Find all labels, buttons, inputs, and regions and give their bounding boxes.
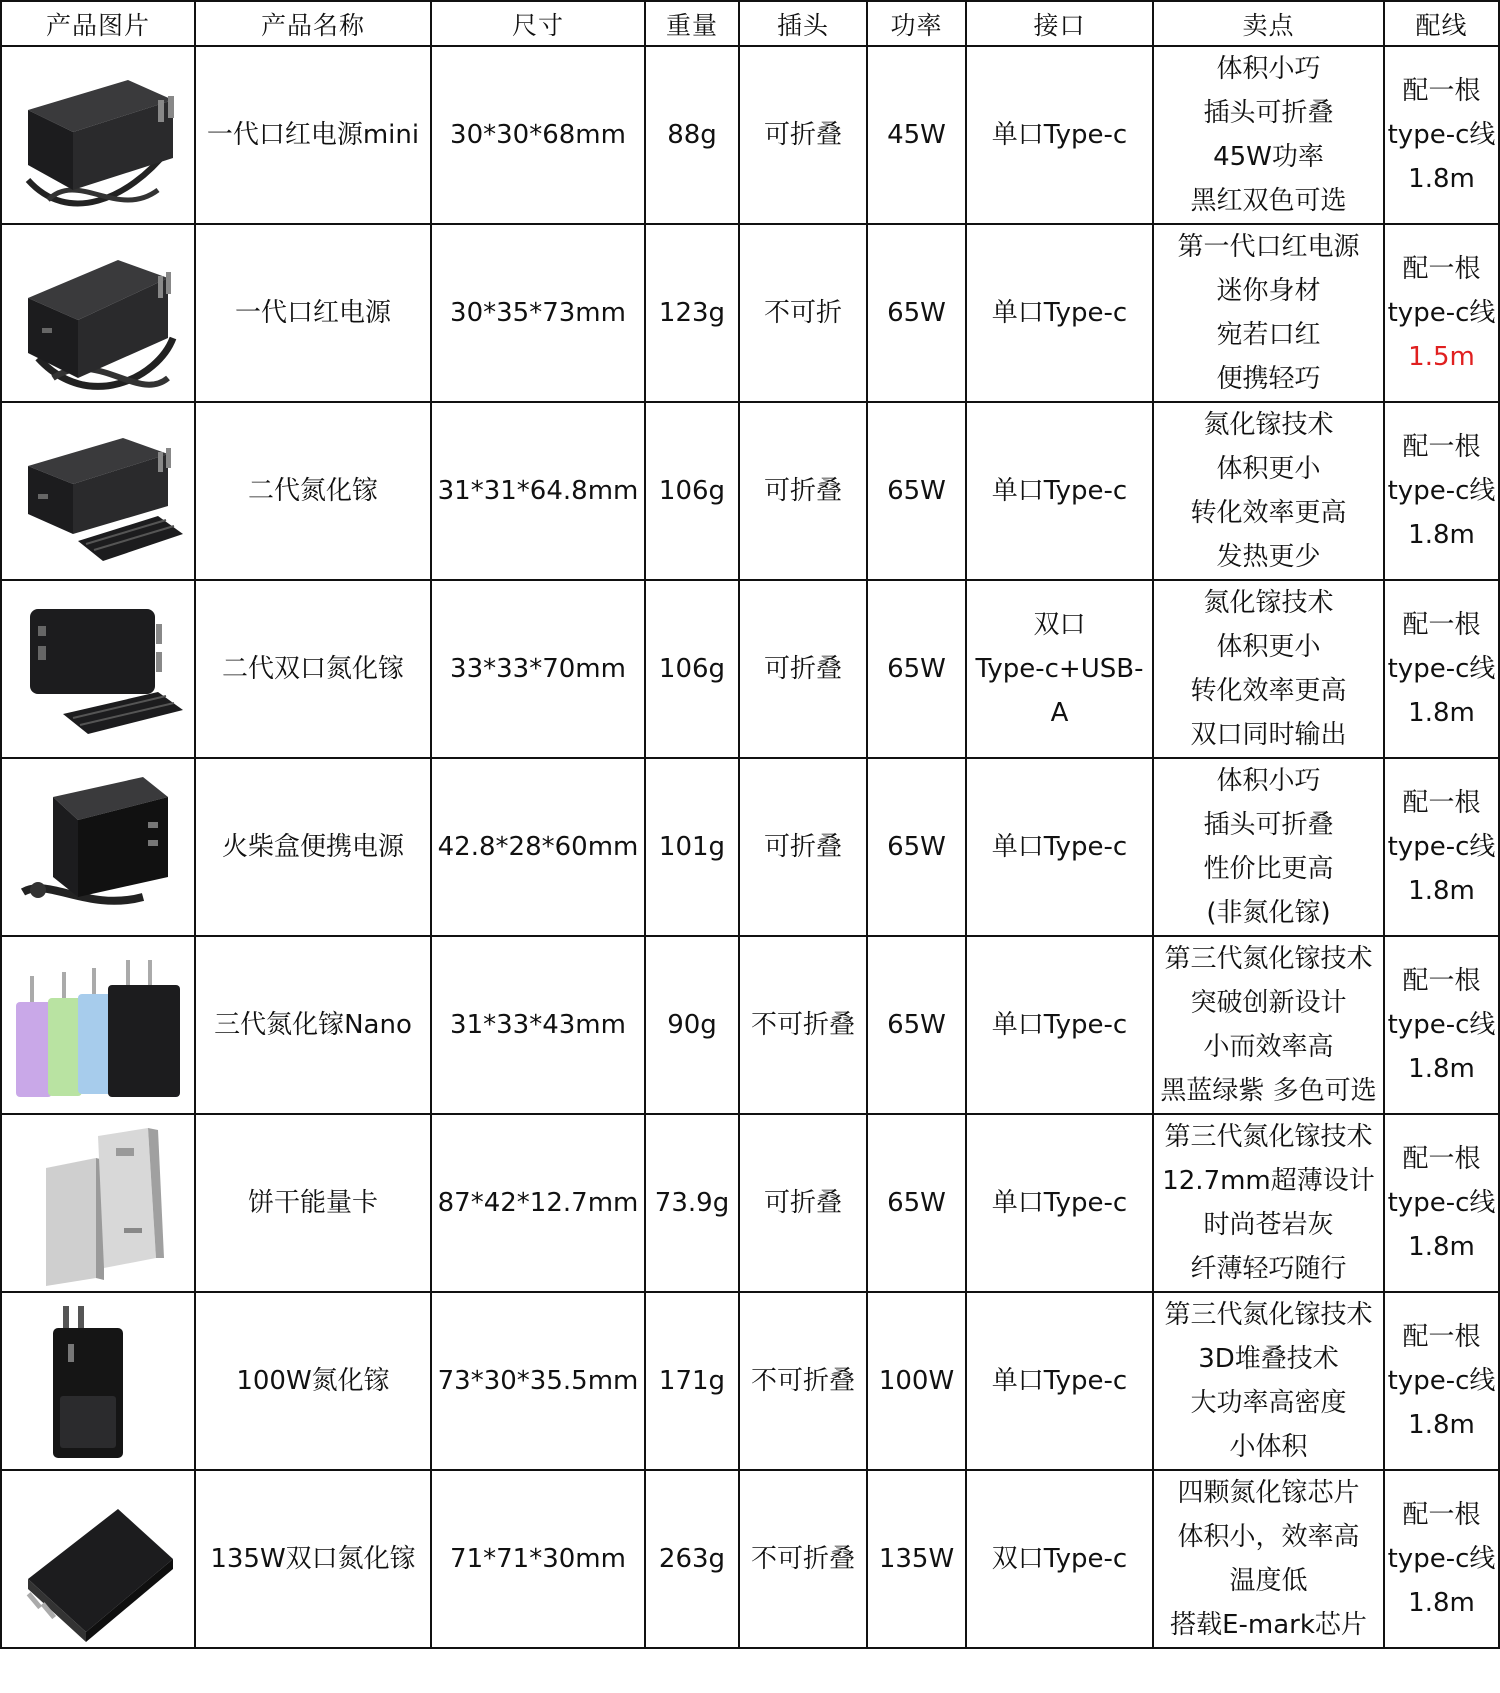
table-header bbox=[1, 1, 1499, 46]
product-power: 65W bbox=[867, 402, 966, 580]
product-features bbox=[1153, 1114, 1384, 1292]
product-image-cell bbox=[1, 580, 195, 758]
product-size: 31*33*43mm bbox=[431, 936, 645, 1114]
product-features-line: 第一代口红电源 bbox=[1177, 232, 1360, 262]
product-image bbox=[8, 50, 188, 220]
product-port-line: A bbox=[1050, 698, 1069, 728]
product-features-line: 四颗氮化镓芯片 bbox=[1177, 1478, 1360, 1508]
product-features-line: 体积小，效率高 bbox=[1177, 1522, 1360, 1552]
product-weight: 101g bbox=[645, 758, 739, 936]
product-cable-line: type-c线 bbox=[1387, 654, 1496, 684]
product-power: 65W bbox=[867, 1114, 966, 1292]
product-port-line: 单口Type-c bbox=[991, 832, 1128, 862]
product-features-line: 搭载E-mark芯片 bbox=[1170, 1610, 1367, 1640]
product-name: 100W氮化镓 bbox=[195, 1292, 431, 1470]
product-weight: 73.9g bbox=[645, 1114, 739, 1292]
product-weight: 106g bbox=[645, 402, 739, 580]
product-port-line: 双口 bbox=[1033, 610, 1086, 640]
table-body bbox=[1, 46, 1499, 1648]
product-cable-line: type-c线 bbox=[1387, 1010, 1496, 1040]
product-cable bbox=[1384, 1292, 1499, 1470]
product-cable-line: 配一根 bbox=[1402, 788, 1481, 818]
product-features-line: 体积更小 bbox=[1216, 454, 1321, 484]
product-cable bbox=[1384, 402, 1499, 580]
product-port-line: 单口Type-c bbox=[991, 1366, 1128, 1396]
product-port-line: 单口Type-c bbox=[991, 1010, 1128, 1040]
product-features-line: 黑蓝绿紫 多色可选 bbox=[1160, 1076, 1377, 1106]
product-features-line: 小而效率高 bbox=[1203, 1032, 1334, 1062]
product-name: 135W双口氮化镓 bbox=[195, 1470, 431, 1648]
table-row bbox=[1, 936, 1499, 1114]
table-row bbox=[1, 46, 1499, 224]
product-size: 42.8*28*60mm bbox=[431, 758, 645, 936]
product-cable-line: 1.8m bbox=[1408, 1588, 1475, 1618]
product-features-line: 插头可折叠 bbox=[1203, 98, 1334, 128]
product-features-line: 大功率高密度 bbox=[1190, 1388, 1347, 1418]
product-image bbox=[8, 228, 188, 398]
product-features bbox=[1153, 1292, 1384, 1470]
product-features-line: 宛若口红 bbox=[1216, 320, 1321, 350]
product-plug: 不可折叠 bbox=[739, 1292, 867, 1470]
header-weight: 重量 bbox=[645, 1, 739, 46]
product-features-line: 突破创新设计 bbox=[1190, 988, 1347, 1018]
product-features-line: 转化效率更高 bbox=[1190, 498, 1347, 528]
header-image: 产品图片 bbox=[1, 1, 195, 46]
product-features-line: 45W功率 bbox=[1213, 142, 1324, 172]
product-name: 三代氮化镓Nano bbox=[195, 936, 431, 1114]
product-name: 饼干能量卡 bbox=[195, 1114, 431, 1292]
product-features-line: 发热更少 bbox=[1216, 542, 1321, 572]
product-cable-line: type-c线 bbox=[1387, 298, 1496, 328]
product-cable-line: type-c线 bbox=[1387, 1544, 1496, 1574]
product-plug: 不可折叠 bbox=[739, 1470, 867, 1648]
product-port-line: 单口Type-c bbox=[991, 476, 1128, 506]
product-cable-line: type-c线 bbox=[1387, 1366, 1496, 1396]
product-port-line: Type-c+USB- bbox=[975, 654, 1144, 684]
product-features-line: 体积小巧 bbox=[1216, 54, 1321, 84]
product-image-cell bbox=[1, 936, 195, 1114]
product-cable bbox=[1384, 936, 1499, 1114]
header-features: 卖点 bbox=[1153, 1, 1384, 46]
product-features-line: 时尚苍岩灰 bbox=[1203, 1210, 1334, 1240]
product-plug: 可折叠 bbox=[739, 758, 867, 936]
product-features bbox=[1153, 224, 1384, 402]
product-features-line: 3D堆叠技术 bbox=[1198, 1344, 1339, 1374]
product-features-line: 纤薄轻巧随行 bbox=[1190, 1254, 1347, 1284]
product-features-line: 便携轻巧 bbox=[1216, 364, 1321, 394]
product-weight: 88g bbox=[645, 46, 739, 224]
product-plug: 不可折 bbox=[739, 224, 867, 402]
product-cable bbox=[1384, 1470, 1499, 1648]
header-port: 接口 bbox=[966, 1, 1153, 46]
product-features-line: 小体积 bbox=[1229, 1432, 1308, 1462]
product-port-line: 双口Type-c bbox=[991, 1544, 1128, 1574]
product-image bbox=[8, 1118, 188, 1288]
product-cable bbox=[1384, 224, 1499, 402]
product-cable bbox=[1384, 758, 1499, 936]
product-size: 33*33*70mm bbox=[431, 580, 645, 758]
product-name: 一代口红电源mini bbox=[195, 46, 431, 224]
header-cable: 配线 bbox=[1384, 1, 1499, 46]
product-features-line: 温度低 bbox=[1229, 1566, 1308, 1596]
product-cable-line: type-c线 bbox=[1387, 832, 1496, 862]
product-features-line: 第三代氮化镓技术 bbox=[1164, 1122, 1373, 1152]
product-image-cell bbox=[1, 1470, 195, 1648]
product-features-line: 黑红双色可选 bbox=[1190, 186, 1347, 216]
product-features-line: 氮化镓技术 bbox=[1203, 588, 1334, 618]
product-size: 30*35*73mm bbox=[431, 224, 645, 402]
product-port bbox=[966, 1470, 1153, 1648]
product-cable bbox=[1384, 580, 1499, 758]
table-row bbox=[1, 758, 1499, 936]
table-row bbox=[1, 224, 1499, 402]
product-cable-line: 配一根 bbox=[1402, 966, 1481, 996]
product-port bbox=[966, 46, 1153, 224]
product-port-line: 单口Type-c bbox=[991, 120, 1128, 150]
header-row bbox=[1, 1, 1499, 46]
product-features-line: 双口同时输出 bbox=[1190, 720, 1347, 750]
product-port bbox=[966, 402, 1153, 580]
product-plug: 可折叠 bbox=[739, 402, 867, 580]
product-image-cell bbox=[1, 758, 195, 936]
product-cable-line: type-c线 bbox=[1387, 120, 1496, 150]
product-power: 65W bbox=[867, 580, 966, 758]
product-features bbox=[1153, 1470, 1384, 1648]
product-image bbox=[8, 1474, 188, 1644]
product-cable bbox=[1384, 46, 1499, 224]
product-image-cell bbox=[1, 224, 195, 402]
product-size: 30*30*68mm bbox=[431, 46, 645, 224]
header-size: 尺寸 bbox=[431, 1, 645, 46]
product-features-line: 体积小巧 bbox=[1216, 766, 1321, 796]
product-port-line: 单口Type-c bbox=[991, 1188, 1128, 1218]
product-plug: 可折叠 bbox=[739, 46, 867, 224]
product-features-line: 转化效率更高 bbox=[1190, 676, 1347, 706]
product-weight: 171g bbox=[645, 1292, 739, 1470]
product-cable-line: 配一根 bbox=[1402, 1144, 1481, 1174]
product-cable-line: 配一根 bbox=[1402, 432, 1481, 462]
product-image bbox=[8, 1296, 188, 1466]
product-power: 135W bbox=[867, 1470, 966, 1648]
product-image bbox=[8, 762, 188, 932]
product-cable-line: 1.8m bbox=[1408, 520, 1475, 550]
product-image-cell bbox=[1, 1114, 195, 1292]
product-power: 65W bbox=[867, 758, 966, 936]
product-image bbox=[8, 940, 188, 1110]
product-name: 二代双口氮化镓 bbox=[195, 580, 431, 758]
table-row bbox=[1, 402, 1499, 580]
product-cable-line: 1.8m bbox=[1408, 698, 1475, 728]
product-plug: 不可折叠 bbox=[739, 936, 867, 1114]
product-size: 87*42*12.7mm bbox=[431, 1114, 645, 1292]
product-features bbox=[1153, 46, 1384, 224]
product-cable-line: 1.5m bbox=[1408, 342, 1475, 372]
product-power: 65W bbox=[867, 936, 966, 1114]
product-features-line: 迷你身材 bbox=[1216, 276, 1321, 306]
table-row bbox=[1, 1470, 1499, 1648]
product-cable-line: 1.8m bbox=[1408, 164, 1475, 194]
product-features-line: 第三代氮化镓技术 bbox=[1164, 944, 1373, 974]
product-features-line: 插头可折叠 bbox=[1203, 810, 1334, 840]
product-port bbox=[966, 758, 1153, 936]
product-features-line: 体积更小 bbox=[1216, 632, 1321, 662]
product-cable bbox=[1384, 1114, 1499, 1292]
table-row bbox=[1, 580, 1499, 758]
product-features-line: 氮化镓技术 bbox=[1203, 410, 1334, 440]
product-power: 65W bbox=[867, 224, 966, 402]
product-power: 100W bbox=[867, 1292, 966, 1470]
product-cable-line: 1.8m bbox=[1408, 876, 1475, 906]
product-cable-line: type-c线 bbox=[1387, 476, 1496, 506]
product-plug: 可折叠 bbox=[739, 580, 867, 758]
product-size: 71*71*30mm bbox=[431, 1470, 645, 1648]
product-features-line: 12.7mm超薄设计 bbox=[1162, 1166, 1375, 1196]
product-weight: 123g bbox=[645, 224, 739, 402]
product-features bbox=[1153, 758, 1384, 936]
product-name: 火柴盒便携电源 bbox=[195, 758, 431, 936]
product-cable-line: 配一根 bbox=[1402, 1322, 1481, 1352]
product-name: 二代氮化镓 bbox=[195, 402, 431, 580]
product-name: 一代口红电源 bbox=[195, 224, 431, 402]
product-weight: 90g bbox=[645, 936, 739, 1114]
product-cable-line: 配一根 bbox=[1402, 254, 1481, 284]
product-port bbox=[966, 1292, 1153, 1470]
product-cable-line: type-c线 bbox=[1387, 1188, 1496, 1218]
product-port bbox=[966, 224, 1153, 402]
product-features-line: 第三代氮化镓技术 bbox=[1164, 1300, 1373, 1330]
product-features bbox=[1153, 402, 1384, 580]
product-power: 45W bbox=[867, 46, 966, 224]
product-cable-line: 配一根 bbox=[1402, 610, 1481, 640]
product-image-cell bbox=[1, 1292, 195, 1470]
product-features-line: 性价比更高 bbox=[1203, 854, 1334, 884]
product-weight: 263g bbox=[645, 1470, 739, 1648]
header-name: 产品名称 bbox=[195, 1, 431, 46]
product-features-line: (非氮化镓) bbox=[1206, 898, 1331, 928]
product-cable-line: 配一根 bbox=[1402, 76, 1481, 106]
header-power: 功率 bbox=[867, 1, 966, 46]
product-port-line: 单口Type-c bbox=[991, 298, 1128, 328]
product-cable-line: 1.8m bbox=[1408, 1054, 1475, 1084]
product-image-cell bbox=[1, 402, 195, 580]
product-features bbox=[1153, 580, 1384, 758]
product-size: 73*30*35.5mm bbox=[431, 1292, 645, 1470]
product-cable-line: 1.8m bbox=[1408, 1232, 1475, 1262]
product-image bbox=[8, 406, 188, 576]
header-plug: 插头 bbox=[739, 1, 867, 46]
product-size: 31*31*64.8mm bbox=[431, 402, 645, 580]
product-weight: 106g bbox=[645, 580, 739, 758]
product-port bbox=[966, 936, 1153, 1114]
product-features bbox=[1153, 936, 1384, 1114]
product-cable-line: 配一根 bbox=[1402, 1500, 1481, 1530]
product-port bbox=[966, 1114, 1153, 1292]
product-image bbox=[8, 584, 188, 754]
product-port bbox=[966, 580, 1153, 758]
product-image-cell bbox=[1, 46, 195, 224]
product-plug: 可折叠 bbox=[739, 1114, 867, 1292]
table-row bbox=[1, 1292, 1499, 1470]
product-cable-line: 1.8m bbox=[1408, 1410, 1475, 1440]
table-row bbox=[1, 1114, 1499, 1292]
